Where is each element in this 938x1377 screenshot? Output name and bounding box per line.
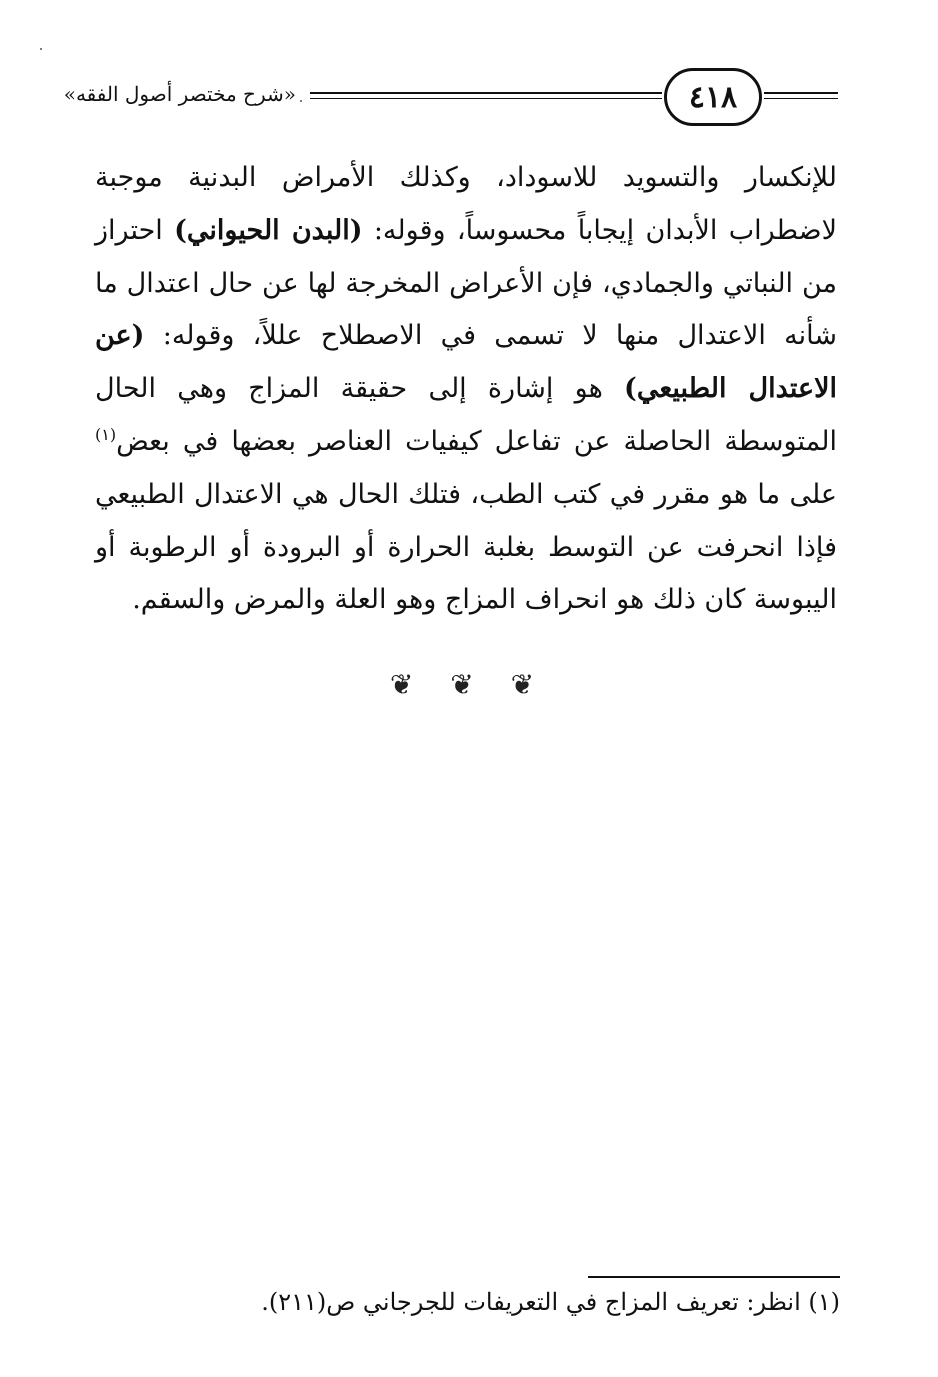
- text-segment: على ما هو مقرر في كتب الطب، فتلك الحال هي الاعتدال الطبيعي فإذا انحرفت عن التوسط بغلبة الحرارة أو البرودة أو الرطوبة أو اليبوسة كان ذلك هو انحراف المزاج وهو العلة والمرض والسقم.: [95, 478, 837, 616]
- footnote: [261, 1288, 840, 1316]
- footnote-divider: [588, 1276, 840, 1278]
- scan-speck: [40, 48, 42, 50]
- text-segment: للإنكسار والتسويد للاسوداد، وكذلك الأمراض البدنية موجبة لاضطراب الأبدان إيجاباً محسوساً، وقوله:: [95, 162, 837, 246]
- bold-quote: (عن الاعتدال الطبيعي): [95, 320, 838, 405]
- bold-quote: (البدن الحيواني): [174, 214, 363, 246]
- text-segment: احتراز من النباتي والجمادي، فإن الأعراض المخرجة لها عن حال اعتدال ما شأنه الاعتدال منها لا تسمى في الاصطلاح عللاً، وقوله:: [95, 214, 837, 352]
- section-ornament: ❦ ❦ ❦: [389, 668, 549, 701]
- body-paragraph: [95, 152, 837, 627]
- page-header: [63, 62, 838, 132]
- footnote-marker[interactable]: (١): [95, 424, 117, 444]
- scan-speck: [300, 100, 302, 102]
- text-segment: هو إشارة إلى حقيقة المزاج وهي الحال المتوسطة الحاصلة عن تفاعل كيفيات العناصر بعضها في بعض: [95, 373, 837, 457]
- header-rule-right-lower: [764, 98, 838, 99]
- footnote-text: (١) انظر: تعريف المزاج في التعريفات للجرجاني ص(٢١١).: [261, 1288, 840, 1316]
- body-text: [95, 152, 837, 627]
- header-rule-right: [764, 92, 838, 94]
- header-rule-left: [310, 92, 662, 94]
- page-number: ٤١٨: [688, 79, 738, 115]
- book-title: «شرح مختصر أصول الفقه»: [63, 82, 296, 106]
- header-rule-left-lower: [310, 98, 662, 99]
- page-number-badge: [664, 68, 762, 126]
